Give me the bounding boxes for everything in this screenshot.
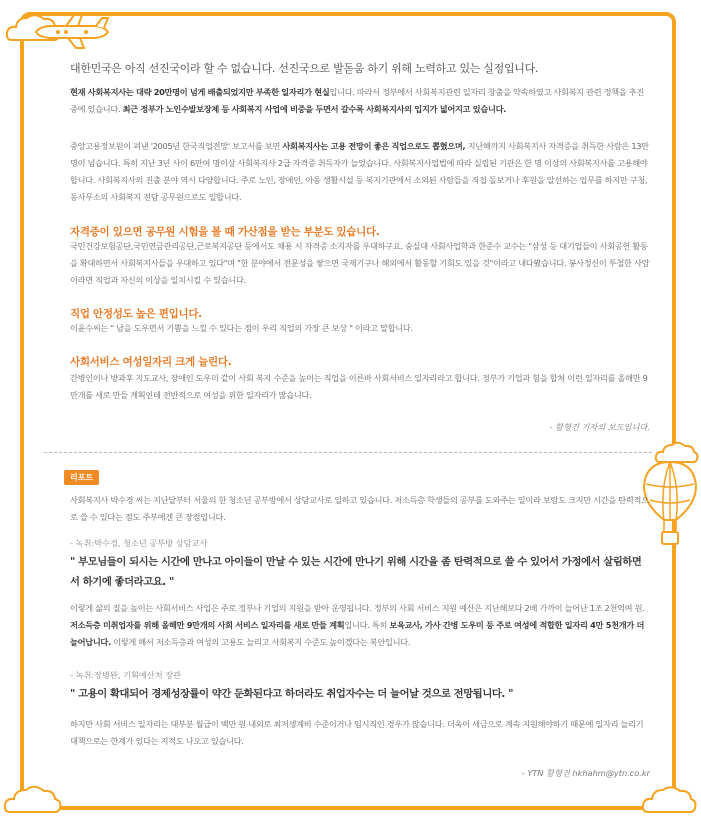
heading-2: 직업 안정성도 높은 편입니다. — [70, 308, 202, 320]
ytn-byline: - YTN 함형건 hkhahm@ytn.co.kr — [521, 768, 650, 778]
report-paragraph-1: 사회복지사 박수경 씨는 지난달부터 서울의 한 청소년 공부방에서 상담교사로 일하고 있습니다. 저소득층 학생들의 공부를 도와주는 일이라 보람도 크지만 시간을 탄력적으로 쓸 수 있다는 점도 주부에겐 큰 장점입니다. — [70, 495, 649, 522]
interview-credit-2: - 녹취:장병완, 기획예산처 장관 — [70, 670, 182, 680]
paragraph-5: 간병인이나 방과후 지도교사, 장애인 도우미 같이 사회 복지 수준을 높이는 직업을 이른바 사회서비스 일자리라고 합니다. 정부가 기업과 힘을 합쳐 이런 일자리를 올해만 9만개를 새로 만들 계획인데 전반적으로 여성을 위한 일자리가 많습니다. — [70, 373, 648, 400]
report-paragraph-3: 하지만 사회 서비스 일자리는 대부분 월급이 백만 원 내외로 최저생계비 수준이거나 임시직인 경우가 많습니다. 더욱이 세금으로 계속 지원해야하기 때문에 일자리 늘리기 대책으로는 한계가 있다는 지적도 나오고 있습니다. — [70, 719, 644, 746]
cloud-icon — [2, 778, 66, 818]
paragraph-4: 이윤수씨는 " 남을 도우면서 기쁨을 느낄 수 있다는 점이 우리 직업의 가장 큰 보상 " 이라고 말합니다. — [70, 323, 413, 333]
report-paragraph-2: 이렇게 삶의 질을 높이는 사회서비스 사업은 주로 정부나 기업의 지원을 받아 운영됩니다. 정부의 사회 서비스 지원 예산은 지난해보다 2배 가까이 늘어난 1조 2천억여 원. 저소득층 미취업자를 위해 올해만 9만개의 사회 서비스 일자리를 새로 만들 계획입니다. 특히 보육교사, 가사 간병 도우미 등 주로 여성에 적합한 일자리 4만 5천개가 더 늘어납니다. 이렇게 해서 저소득층과 여성의 고용도 늘리고 사회복지 수준도 높이겠다는 복안입니다. — [70, 603, 645, 647]
interview-quote-1: " 부모님들이 되시는 시간에 만나고 아이들이 만날 수 있는 시간에 만나기 위해 시간을 좀 탄력적으로 쓸 수 있어서 가정에서 살림하면서 하기에 좋더라고요. " — [70, 556, 642, 588]
heading-1: 자격증이 있으면 공무원 시험을 볼 때 가산점을 받는 부분도 있습니다. — [70, 226, 380, 238]
cloud-icon — [640, 780, 700, 818]
paragraph-1: 현재 사회복지사는 대략 20만명이 넘게 배출되었지만 부족한 일자리가 현실입니다. 따라서 정부에서 사회복지관련 일자리 창출을 약속하였고 사회복지 관련 정책을 추진중에 있습니다. 최근 정부가 노인수발보장제 등 사회복지 사업에 비중을 두면서 갈수록 사회복지사의 입지가 넓어지고 있습니다. — [70, 87, 644, 114]
paragraph-3: 국민건강보험공단,국민연금관리공단,근로복지공단 등에서도 채용 시 자격증 소지자를 우대하구요. 숭실대 사회사업학과 한준수 교수는 "삼성 등 대기업들이 사회공헌 활동을 확대하면서 사회복지사들을 우대하고 있다"며 "한 분야에서 전문성을 쌓으면 국제기구나 해외에서 활동할 기회도 있을 것"이라고 내다봤습니다. 봉사정신이 투철한 사람이라면 직업과 자신의 이상을 일치시킬 수 있습니다. — [70, 241, 650, 285]
lead-sentence: 대한민국은 아직 선진국이라 할 수 없습니다. 선진국으로 발돋움 하기 위해 노력하고 있는 실정입니다. — [70, 62, 539, 75]
airplane-icon — [30, 12, 114, 52]
reporter-byline: - 함형건 기자의 보도입니다. — [549, 422, 650, 432]
interview-credit-1: - 녹취:박수경, 청소년 공부방 상담교사 — [70, 538, 208, 548]
interview-quote-2: " 고용이 확대되어 경제성장률이 약간 둔화된다고 하더라도 취업자수는 더 늘어날 것으로 전망됩니다. " — [70, 688, 514, 700]
heading-3: 사회서비스 여성일자리 크게 늘린다. — [70, 356, 232, 368]
section-divider — [44, 452, 652, 453]
report-tag: 리포트 — [64, 470, 99, 485]
paragraph-2: 중앙고용정보원이 펴낸 '2005년 한국직업전망' 보고서를 보면 사회복지사는 고용 전망이 좋은 직업으로도 뽑혔으며, 지난해까지 사회복지사 자격증을 취득한 사람은 13만 명이 넘습니다. 특히 지난 3년 사이 6만여 명이상 사회복지사 2급 자격증 취득자가 늘었습니다. 사회복지사업법에 따라 실립된 기관은 한 명 이상의 사회복지사를 고용해야 합니다. 사회복지사의 진출 분야 역시 다양합니다. 주로 노인, 장애인, 아동 생활시설 등 복지기관에서 소외된 사람들을 직접 돌보거나 후원을 알선하는 업무를 하지만 구청, 동사무소의 사회복지 전담 공무원으로도 일합니다. — [70, 141, 649, 202]
